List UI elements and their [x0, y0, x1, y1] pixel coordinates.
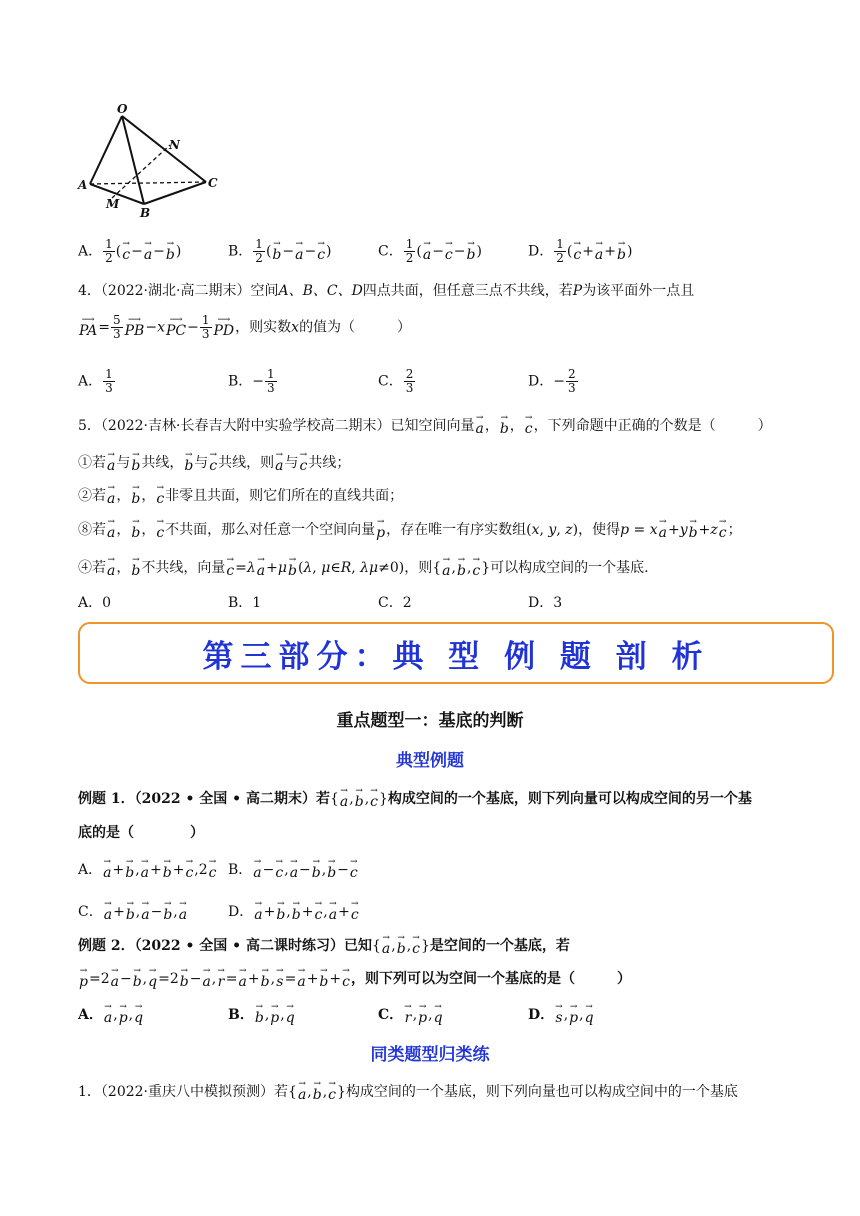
ex1-stem-2: 底的是（ ）: [78, 825, 204, 841]
q4-equation: ⟶ PA = $\frac{5}{3}$ ⟶ PB −x ⟶ PC − $\frac{1}{3}$ ⟶ PD ，则实数x的值为（ ）: [79, 313, 412, 341]
typical-examples-heading: 典型例题: [396, 751, 464, 771]
q5-statement-1: ①若 → a 与 → b 共线， → b 与 → c 共线，则 → a 与 → c 共线；: [78, 450, 351, 474]
q5-option-c[interactable]: C．2: [378, 595, 412, 611]
tetrahedron-figure: [70, 100, 230, 225]
q3-option-c[interactable]: C． $\frac{1}{2}$ ( → a − → c − → b ): [378, 237, 482, 265]
q3-option-a[interactable]: A． $\frac{1}{2}$ ( → c − → a − → b ): [78, 237, 182, 265]
ex2-option-d[interactable]: D． → s , → p , → q: [528, 1002, 594, 1026]
p1-stem: 1．（2022·重庆八中模拟预测）若{ → a , → b , → c }构成空间的一个基底，则下列向量也可以构成空间中的一个基底: [78, 1079, 738, 1103]
q4-stem: 4．（2022·湖北·高二期末）空间A、B、C、D四点共面，但任意三点不共线，若P为该平面外一点且: [78, 283, 695, 299]
q4-option-b[interactable]: B．− $\frac{1}{3}$: [228, 367, 275, 395]
label-n: N: [169, 138, 180, 152]
label-m: M: [106, 197, 120, 211]
ex1-option-b[interactable]: B． → a − → c , → a − → b , → b − → c: [228, 857, 358, 881]
ex1-option-a[interactable]: A． → a + → b , → a + → b + → c ,2 → c: [78, 857, 217, 881]
label-o: O: [117, 102, 128, 116]
q5-stem: 5．（2022·吉林·长春吉大附中实验学校高二期末）已知空间向量 → a ， → b ， → c ，下列命题中正确的个数是（ ）: [78, 413, 772, 437]
label-c: C: [208, 176, 218, 190]
q5-statement-4: ④若 → a ， → b 不共线，向量 → c =λ → a +μ → b (λ, μ∈R, λμ≠0)，则{ → a , → b , → c }可以构成空间的一个基底.: [78, 555, 649, 579]
ex2-option-c[interactable]: C． → r , → p , → q: [378, 1002, 443, 1026]
q3-option-b[interactable]: B． $\frac{1}{2}$ ( → b − → a − → c ): [228, 237, 332, 265]
q5-statement-3: ⑧若 → a ， → b ， → c 不共面，那么对任意一个空间向量 → p ，存在唯一有序实数组(x, y, z)，使得p = x → a +y → b +z → c ；: [78, 517, 742, 541]
ex1-option-d[interactable]: D． → a + → b , → b + → c , → a + → c: [228, 899, 359, 923]
q4-option-d[interactable]: D．− $\frac{2}{3}$: [528, 367, 576, 395]
ex1-stem: 例题 1．（2022 • 全国 • 高二期末）若{ → a , → b , → c }构成空间的一个基底，则下列向量可以构成空间的另一个基: [78, 786, 752, 810]
q5-option-a[interactable]: A．0: [78, 595, 112, 611]
q3-option-d[interactable]: D． $\frac{1}{2}$ ( → c + → a + → b ): [528, 237, 633, 265]
section-heading: 重点题型一：基底的判断: [336, 711, 524, 731]
banner-title: 第三部分：典 型 例 题 剖 析: [202, 638, 710, 675]
ex2-equation: → p =2 → a − → b , → q =2 → b − → a , → r = → a + → b , → s = → a + → b + → c ，则下列可以为空间一个基底的是（ ）: [79, 966, 631, 990]
ex2-option-a[interactable]: A． → a , → p , → q: [78, 1002, 144, 1026]
q5-option-b[interactable]: B．1: [228, 595, 262, 611]
q4-option-c[interactable]: C． $\frac{2}{3}$: [378, 367, 414, 395]
label-a: A: [78, 178, 88, 192]
section-banner: [78, 622, 834, 684]
q5-statement-2: ②若 → a ， → b ， → c 非零且共面，则它们所在的直线共面；: [78, 483, 404, 507]
ex1-option-c[interactable]: C． → a + → b , → a − → b , → a: [78, 899, 188, 923]
practice-heading: 同类题型归类练: [370, 1045, 490, 1065]
ex2-option-b[interactable]: B． → b , → p , → q: [228, 1002, 295, 1026]
label-b: B: [140, 206, 151, 220]
ex2-stem: 例题 2．（2022 • 全国 • 高二课时练习）已知{ → a , → b , → c }是空间的一个基底，若: [78, 933, 570, 957]
q4-option-a[interactable]: A． $\frac{1}{3}$: [78, 367, 113, 395]
q5-option-d[interactable]: D．3: [528, 595, 563, 611]
